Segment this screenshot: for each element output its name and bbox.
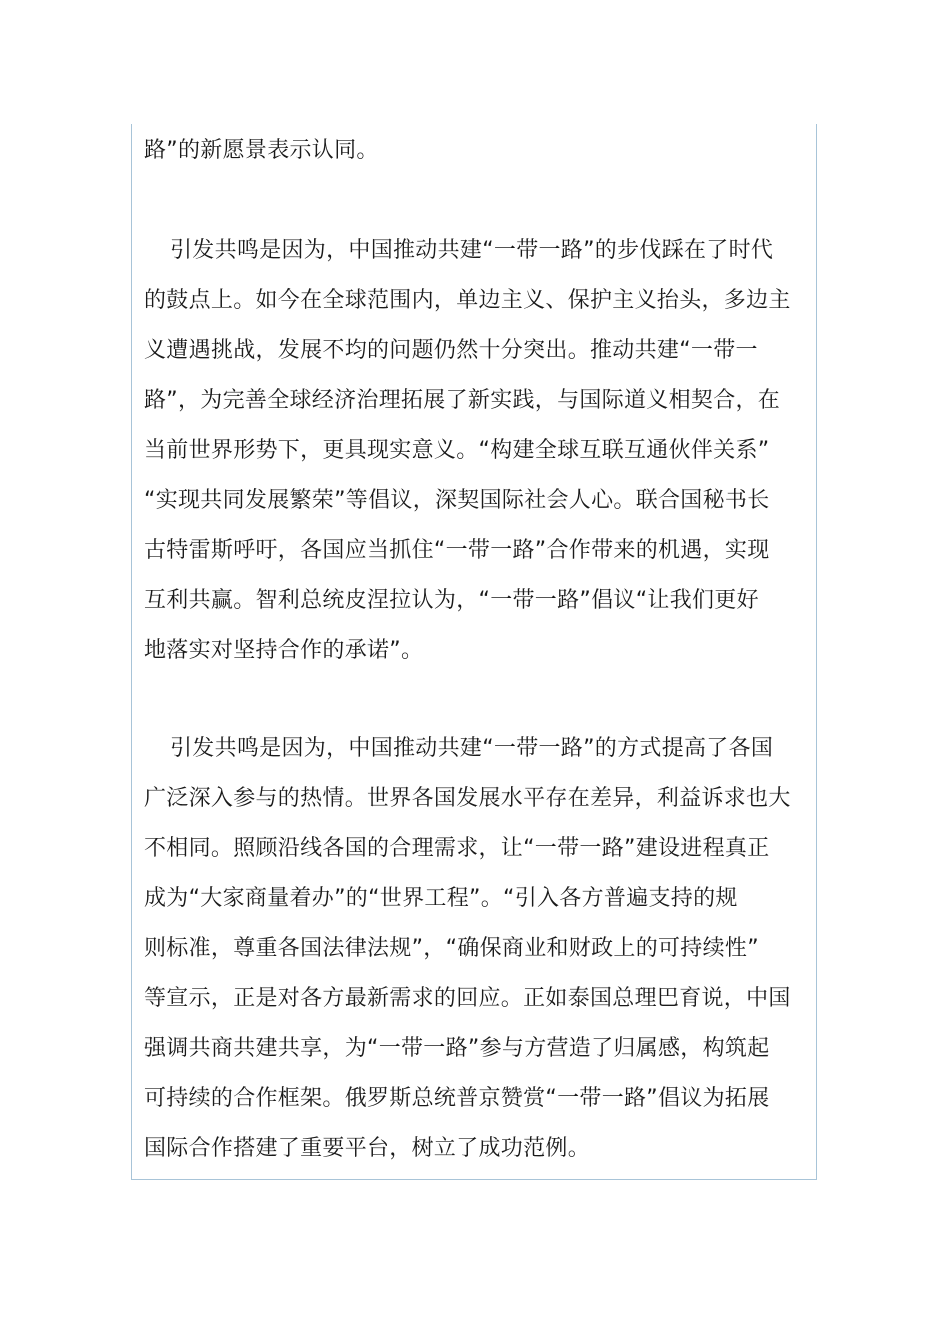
paragraph-2-line: 的鼓点上。如今在全球范围内，单边主义、保护主义抬头，多边主 [144,288,791,313]
paragraph-2-line: 义遭遇挑战，发展不均的问题仍然十分突出。推动共建“一带一 [144,338,758,363]
paragraph-2-line: 互利共赢。智利总统皮涅拉认为，“一带一路”倡议“让我们更好 [144,588,759,613]
paragraph-2-line: 引发共鸣是因为，中国推动共建“一带一路”的步伐踩在了时代 [170,238,774,263]
paragraph-2-line: 地落实对坚持合作的承诺”。 [144,638,424,663]
paragraph-2-line: 路”，为完善全球经济治理拓展了新实践，与国际道义相契合，在 [144,388,781,413]
text-line: 路”的新愿景表示认同。 [144,138,379,163]
paragraph-3-line: 不相同。照顾沿线各国的合理需求，让“一带一路”建设进程真正 [144,836,770,861]
paragraph-3-line: 广泛深入参与的热情。世界各国发展水平存在差异，利益诉求也大 [144,786,791,811]
paragraph-2-line: “实现共同发展繁荣”等倡议，深契国际社会人心。联合国秘书长 [144,488,770,513]
paragraph-3-line: 可持续的合作框架。俄罗斯总统普京赞赏“一带一路”倡议为拓展 [144,1086,770,1111]
paragraph-2-line: 古特雷斯呼吁，各国应当抓住“一带一路”合作带来的机遇，实现 [144,538,770,563]
paragraph-2-line: 当前世界形势下，更具现实意义。“构建全球互联互通伙伴关系” [144,438,770,463]
paragraph-3-line: 引发共鸣是因为，中国推动共建“一带一路”的方式提高了各国 [170,736,774,761]
paragraph-3-line: 国际合作搭建了重要平台，树立了成功范例。 [144,1136,591,1161]
paragraph-3-line: 成为“大家商量着办”的“世界工程”。“引入各方普遍支持的规 [144,886,738,911]
paragraph-3-line: 强调共商共建共享，为“一带一路”参与方营造了归属感，构筑起 [144,1036,770,1061]
paragraph-3-line: 则标准，尊重各国法律法规”，“确保商业和财政上的可持续性” [144,936,759,961]
paragraph-3-line: 等宣示，正是对各方最新需求的回应。正如泰国总理巴育说，中国 [144,986,791,1011]
